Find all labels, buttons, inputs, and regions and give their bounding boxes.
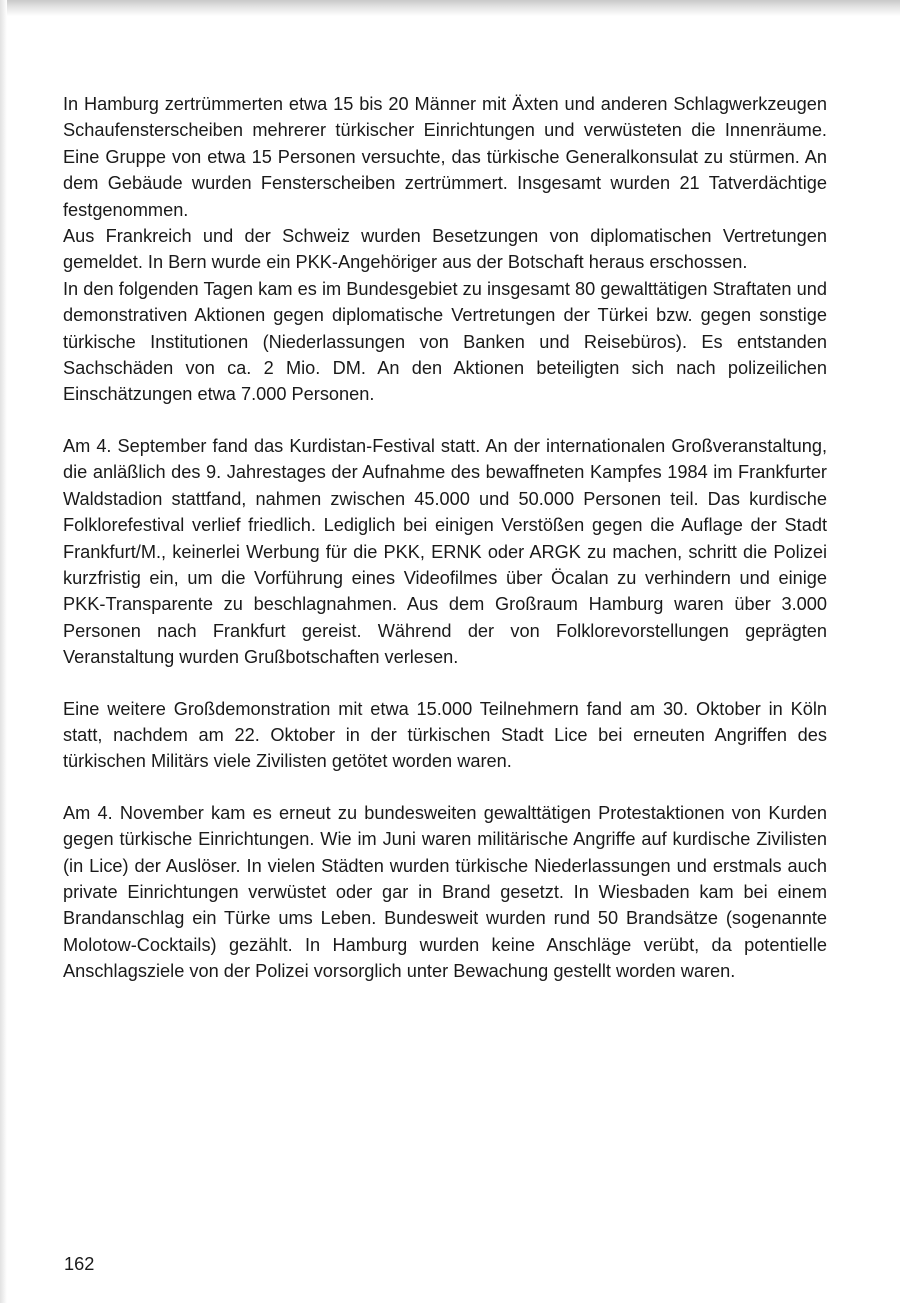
page-number: 162	[64, 1254, 95, 1274]
paragraph-france-switzerland: Aus Frankreich und der Schweiz wurden Besetzungen von diplomatischen Vertretungen gemeldet. In Bern wurde ein PKK-Angehöriger aus der Botschaft heraus erschossen.	[63, 226, 827, 273]
paragraph-november-protests: Am 4. November kam es erneut zu bundesweiten gewalttätigen Protestaktionen von Kurden gegen türkische Einrichtungen. Wie im Juni waren militärische Angriffe auf kurdische Zivilisten (in Lice) der Auslöser. In vielen Städten wurden türkische Niederlassungen und erstmals auch private Einrichtungen verwüstet oder gar in Brand gesetzt. In Wiesbaden kam bei einem Brandanschlag ein Türke ums Leben. Bundesweit wurden rund 50 Brandsätze (sogenannte Molotow-Cocktails) gezählt. In Hamburg wurden keine Anschläge verübt, da potentielle Anschlagsziele von der Polizei vorsorglich unter Bewachung gestellt worden waren.	[63, 802, 827, 982]
paragraph-hamburg-attacks: In Hamburg zertrümmerten etwa 15 bis 20 Männer mit Äxten und anderen Schlagwerkzeugen Schaufensterscheiben mehrerer türkischer Einrichtungen und verwüsteten die Innenräume. Eine Gruppe von etwa 15 Personen versuchte, das türkische Generalkonsulat zu stürmen. An dem Gebäude wurden Fensterscheiben zertrümmert. Insgesamt wurden 21 Tatverdächtige festgenommen.	[63, 94, 827, 220]
paragraph-kurdistan-festival: Am 4. September fand das Kurdistan-Festival statt. An der internationalen Großveranstaltung, die anläßlich des 9. Jahrestages der Aufnahme des bewaffneten Kampfes 1984 im Frankfurter Waldstadion stattfand, nahmen zwischen 45.000 und 50.000 Personen teil. Das kurdische Folklorefestival verlief friedlich. Lediglich bei einigen Verstößen gegen die Auflage der Stadt Frankfurt/M., keinerlei Werbung für die PKK, ERNK oder ARGK zu machen, schritt die Polizei kurzfristig ein, um die Vorführung eines Videofilmes über Öcalan zu verhindern und einige PKK-Transparente zu beschlagnahmen. Aus dem Großraum Hamburg waren über 3.000 Personen nach Frankfurt gereist. Während der von Folklorevorstellungen geprägten Veranstaltung wurden Grußbotschaften verlesen.	[63, 435, 827, 668]
paragraph-following-days: In den folgenden Tagen kam es im Bundesgebiet zu insgesamt 80 gewalttätigen Straftaten und demonstrativen Aktionen gegen diplomatische Vertretungen der Türkei bzw. gegen sonstige türkische Institutionen (Niederlassungen von Banken und Reisebüros). Es entstanden Sachschäden von ca. 2 Mio. DM. An den Aktionen beteiligten sich nach polizeilichen Einschätzungen etwa 7.000 Personen.	[63, 278, 827, 405]
scan-shadow-left	[0, 0, 7, 1303]
scan-shadow-top	[0, 0, 900, 16]
page-body	[63, 91, 827, 985]
paragraph-cologne-demonstration: Eine weitere Großdemonstration mit etwa 15.000 Teilnehmern fand am 30. Oktober in Köln statt, nachdem am 22. Oktober in der türkischen Stadt Lice bei erneuten Angriffen des türkischen Militärs viele Zivilisten getötet worden waren.	[63, 698, 827, 772]
